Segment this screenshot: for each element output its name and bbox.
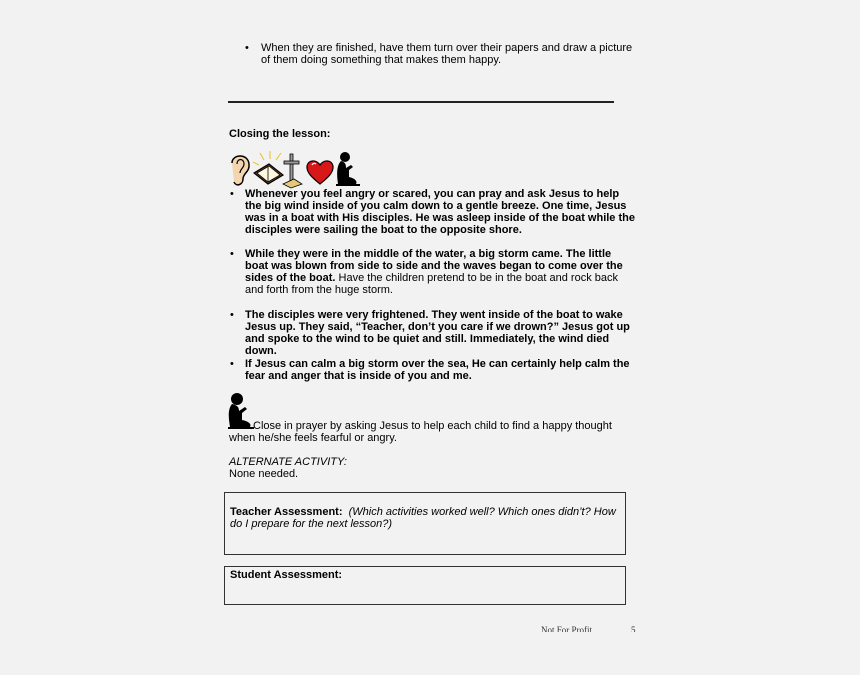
closing-bullet-4-bold: If Jesus can calm a big storm over the sea, He can certainly help calm the fear and anger that is inside of you and me. [245,358,630,382]
alternate-text: None needed. [229,468,299,480]
heart-icon [307,161,333,184]
closing-bullet-1-bold: Whenever you feel angry or scared, you can pray and ask Jesus to help the big wind inside of you calm down to a gentle breeze. One time, Jesus was in a boat with His disciples. He was asleep inside of the boat while the disciples were sailing the boat to the opposite shore. [245,188,635,236]
footer-text: Not For Profit [541,626,593,632]
student-assessment-box [224,566,626,605]
closing-bullet-1 [245,188,637,236]
teacher-assessment-box [224,492,626,555]
teacher-assessment-prompt: (Which activities worked well? Which ones didn’t? How do I prepare for the next lesson?) [230,506,616,530]
bullet-marker: • [245,42,249,54]
prayer-text: Close in prayer by asking Jesus to help each child to find a happy thought when he/she feels fearful or angry. [229,420,612,444]
closing-heading: Closing the lesson: [229,128,331,140]
closing-bullet-3 [245,309,637,357]
teacher-assessment [230,506,619,530]
bible-icon [253,151,283,184]
page-number: 5 [631,626,636,632]
student-assessment [230,569,619,581]
closing-bullet-2-bold: While they were in the middle of the water, a big storm came. The little boat was blown from side to side and the waves began to come over the sides of the boat. [245,248,623,284]
closing-bullet-2 [245,248,630,296]
bullet-marker: • [230,248,234,260]
ear-icon [232,156,249,185]
cross-icon [283,154,302,188]
closing-icons [228,151,368,189]
closing-bullet-2-normal: Have the children pretend to be in the boat and rock back and forth from the huge storm. [245,272,618,296]
bullet-marker: • [230,358,234,370]
teacher-assessment-label: Teacher Assessment: [230,506,343,518]
section-divider [228,101,614,103]
bullet-marker: • [230,309,234,321]
bullet-marker: • [230,188,234,200]
praying-child-icon [336,152,360,186]
student-assessment-label: Student Assessment: [230,569,343,581]
top-bullet-text: When they are finished, have them turn over their papers and draw a picture of them doing something that makes them happy. [261,42,633,66]
alternate-heading: ALTERNATE ACTIVITY: [229,456,347,468]
closing-bullet-4 [245,358,637,382]
closing-bullet-3-bold: The disciples were very frightened. They went inside of the boat to wake Jesus up. They said, “Teacher, don’t you care if we drown?” Jesus got up and spoke to the wind to be quiet and still. Immediately, the wind died down. [245,309,630,357]
